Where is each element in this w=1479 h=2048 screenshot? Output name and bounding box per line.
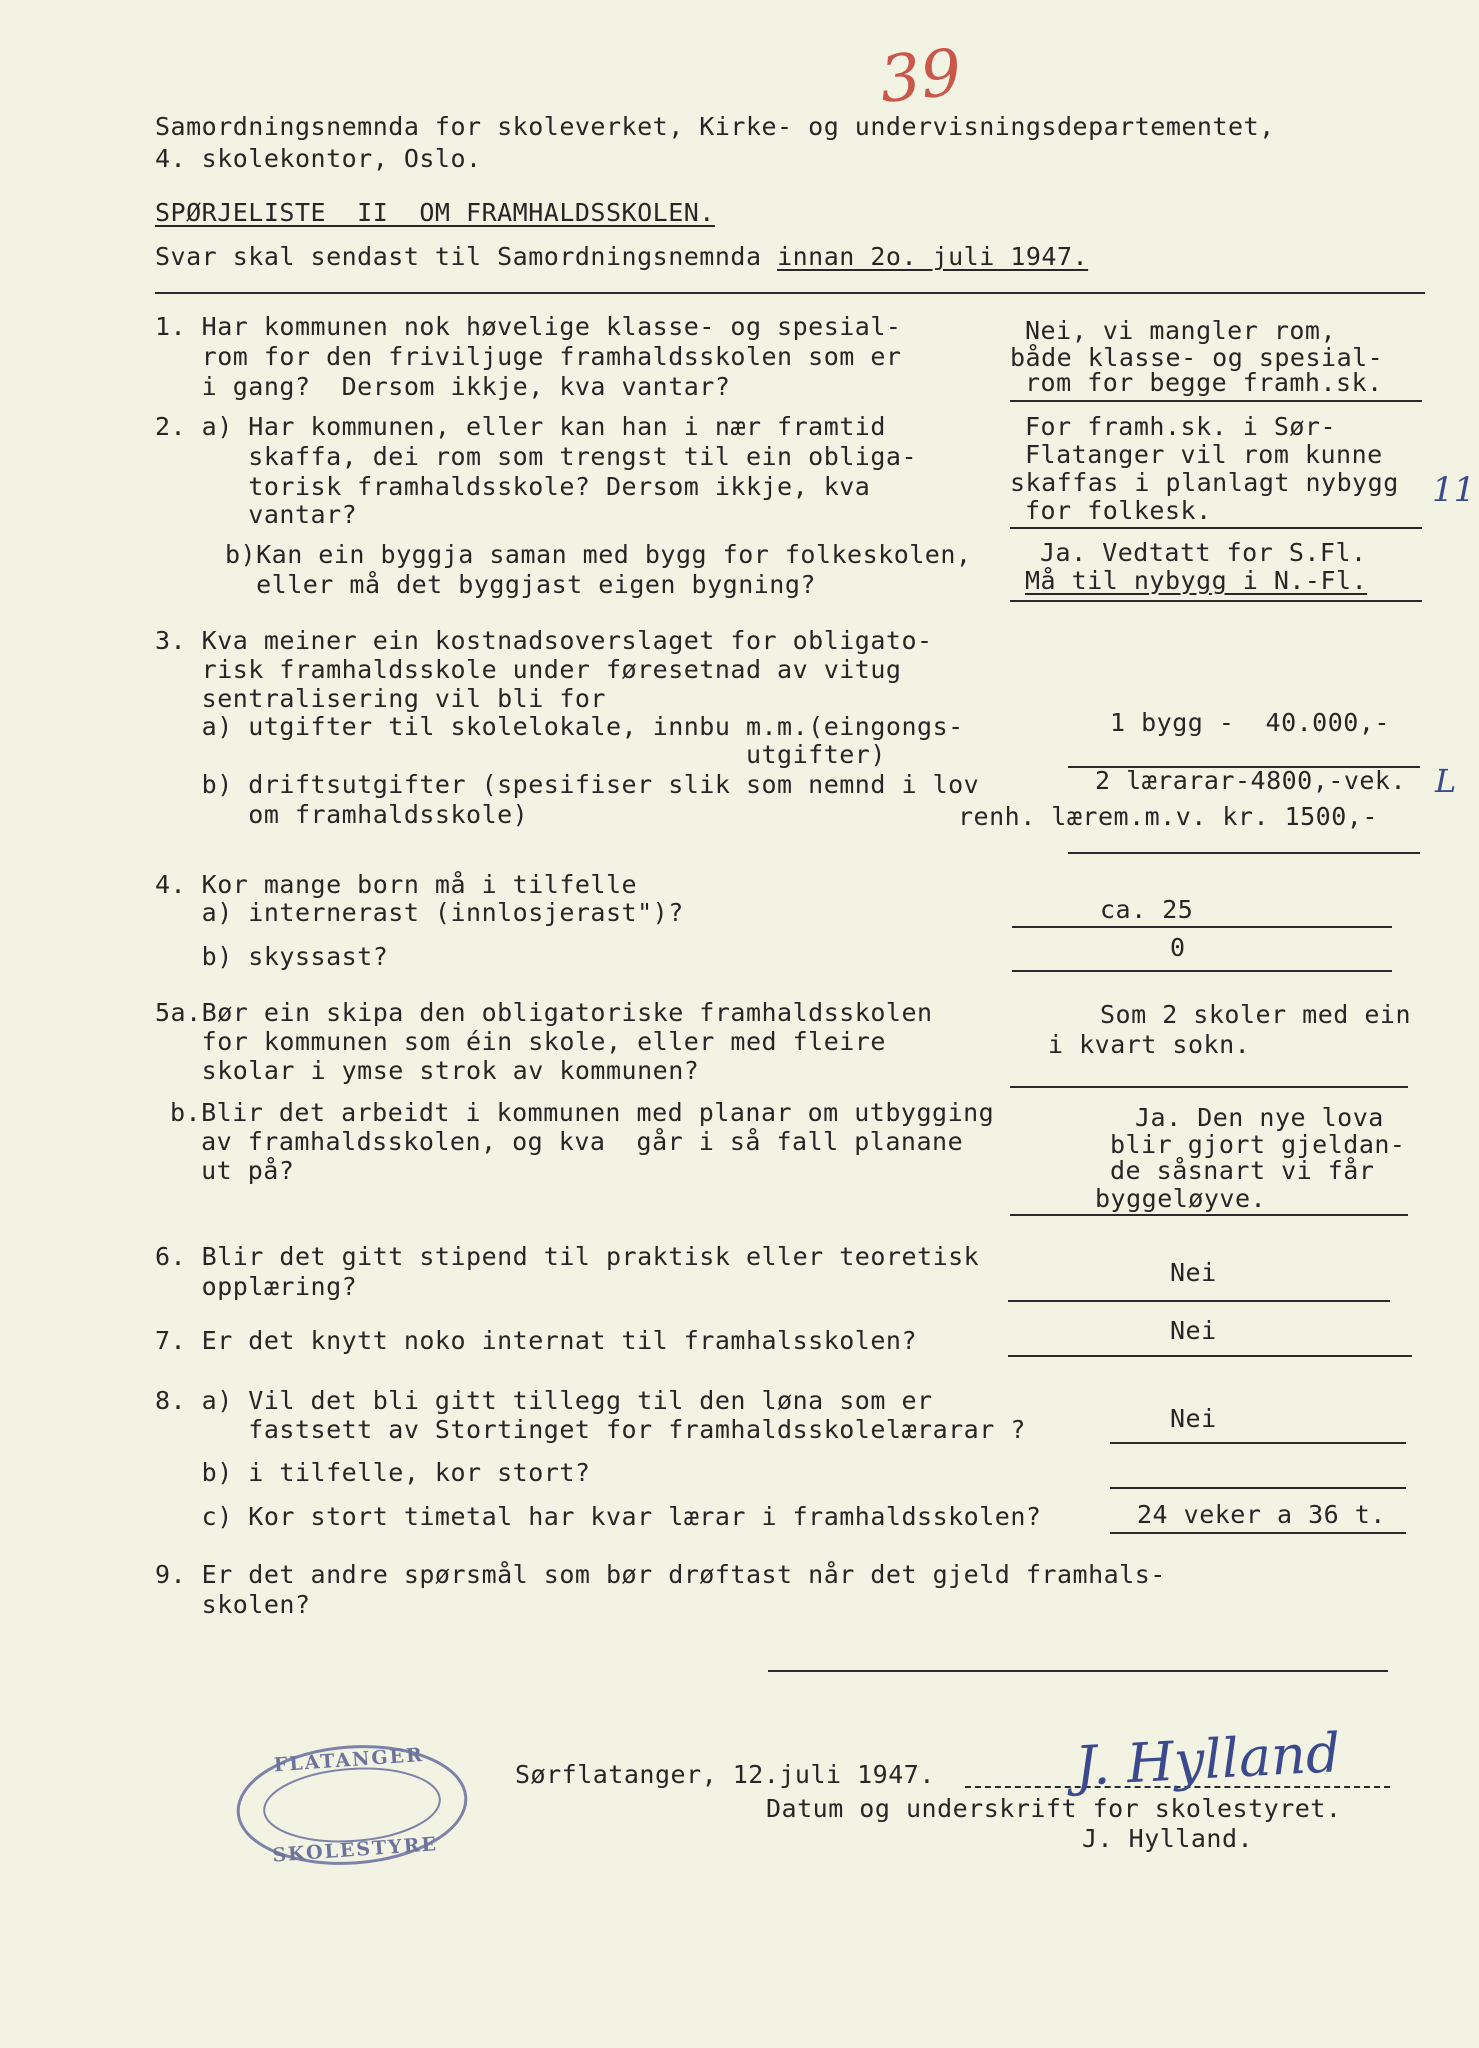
a2b-line-1: Ja. Vedtatt for S.Fl. (1040, 538, 1367, 567)
q3-line-7: om framhaldsskole) (155, 800, 529, 829)
q8-line-4: c) Kor stort timetal har kvar lærar i framhaldsskolen? (155, 1502, 1042, 1531)
a5a-rule (1010, 1086, 1408, 1088)
q5a-line-1: 5a.Bør ein skipa den obligatoriske framhaldsskolen (155, 998, 933, 1027)
a5b-line-2: blir gjort gjeldan- (1110, 1130, 1406, 1159)
q8-line-1: 8. a) Vil det bli gitt tillegg til den løna som er (155, 1386, 933, 1415)
q8-line-2: fastsett av Stortinget for framhaldsskolelærarar ? (155, 1415, 1026, 1444)
a6-answer: Nei (1170, 1258, 1217, 1287)
header-line-1: Samordningsnemnda for skoleverket, Kirke- og undervisningsdepartementet, (155, 112, 1275, 141)
page-number: 39 (876, 35, 966, 119)
a1-rule (1010, 400, 1422, 402)
q5b-line-3: ut på? (170, 1156, 295, 1185)
a2a-line-4: for folkesk. (1025, 496, 1212, 525)
header-divider (155, 292, 1425, 294)
a2a-line-3: skaffas i planlagt nybygg (1010, 468, 1399, 497)
a5a-line-2: i kvart sokn. (1048, 1030, 1251, 1059)
margin-mark-1: 11 (1432, 470, 1476, 510)
q2b-line-2: eller må det byggjast eigen bygning? (225, 570, 816, 599)
a6-rule (1008, 1300, 1390, 1302)
a7-rule (1008, 1355, 1412, 1357)
signature-place-date: Sørflatanger, 12.juli 1947. (515, 1760, 935, 1789)
q5a-line-2: for kommunen som éin skole, eller med fleire (155, 1027, 886, 1056)
q3-line-2: risk framhaldsskole under føresetnad av vitug (155, 655, 902, 684)
a7-answer: Nei (1170, 1316, 1217, 1345)
a2b-line-2: Må til nybygg i N.-Fl. (1025, 566, 1368, 595)
a8c-rule (1110, 1532, 1406, 1534)
signature-caption: Datum og underskrift for skolestyret. (766, 1794, 1342, 1823)
q4-line-2: a) internerast (innlosjerast")? (155, 898, 684, 927)
a5b-line-1: Ja. Den nye lova (1135, 1103, 1384, 1132)
a1-line-2: både klasse- og spesial- (1010, 343, 1384, 372)
q1-line-2: rom for den friviljuge framhaldsskolen som er (155, 342, 902, 371)
a8a-rule (1110, 1442, 1406, 1444)
a2a-line-1: For framh.sk. i Sør- (1025, 412, 1337, 441)
a2a-rule (1010, 527, 1422, 529)
q3-line-6: b) driftsutgifter (spesifiser slik som nemnd i lov (155, 770, 980, 799)
q2b-line-1: b)Kan ein byggja saman med bygg for folkeskolen, (225, 540, 972, 569)
deadline-prefix: Svar skal sendast til Samordningsnemnda (155, 242, 778, 271)
signature-name: J. Hylland. (1082, 1824, 1254, 1853)
stamp-top-text: FLATANGER (273, 1743, 425, 1777)
q2a-line-3: torisk framhaldsskole? Dersom ikkje, kva (155, 472, 871, 501)
q1-line-3: i gang? Dersom ikkje, kva vantar? (155, 372, 731, 401)
q3-line-3: sentralisering vil bli for (155, 684, 606, 713)
a3b-line-1: 2 lærarar-4800,-vek. (1095, 766, 1407, 795)
a4b-rule (1012, 970, 1392, 972)
a4a-answer: ca. 25 (1100, 895, 1194, 924)
a3a-answer: 1 bygg - 40.000,- (1110, 708, 1390, 737)
a9-rule (768, 1670, 1388, 1672)
a1-line-3: rom for begge framh.sk. (1025, 368, 1383, 397)
q3-line-1: 3. Kva meiner ein kostnadsoverslaget for obligato- (155, 626, 933, 655)
q3-line-4: a) utgifter til skolelokale, innbu m.m.(eingongs- (155, 712, 964, 741)
q5b-line-1: b.Blir det arbeidt i kommunen med planar om utbygging (170, 1098, 995, 1127)
a4b-answer: 0 (1170, 933, 1186, 962)
q2a-line-1: 2. a) Har kommunen, eller kan han i nær framtid (155, 412, 886, 441)
a3b-line-2: renh. lærem.m.v. kr. 1500,- (958, 802, 1378, 831)
q4-line-1: 4. Kor mange born må i tilfelle (155, 870, 638, 899)
school-board-stamp (228, 1732, 476, 1878)
margin-mark-2: L (1435, 762, 1457, 800)
stamp-bottom-text: SKOLESTYRE (271, 1833, 439, 1867)
a5a-line-1: Som 2 skoler med ein (1100, 1000, 1412, 1029)
q9-line-2: skolen? (155, 1590, 311, 1619)
a8b-rule (1110, 1487, 1406, 1489)
q9-line-1: 9. Er det andre spørsmål som bør drøftast når det gjeld framhals- (155, 1560, 1166, 1589)
handwritten-signature: J. Hylland (1073, 1721, 1342, 1798)
q3-line-5: utgifter) (155, 740, 886, 769)
q1-line-1: 1. Har kommunen nok høvelige klasse- og spesial- (155, 312, 902, 341)
a5b-line-3: de såsnart vi får (1110, 1156, 1375, 1185)
deadline-date: innan 2o. juli 1947. (777, 242, 1089, 271)
q5a-line-3: skolar i ymse strok av kommunen? (155, 1056, 700, 1085)
a8a-answer: Nei (1170, 1404, 1217, 1433)
a1-line-1: Nei, vi mangler rom, (1025, 316, 1337, 345)
header-line-2: 4. skolekontor, Oslo. (155, 144, 482, 173)
a2b-rule (1010, 600, 1422, 602)
a3b-rule (1068, 852, 1420, 854)
q4-line-3: b) skyssast? (155, 942, 389, 971)
a4a-rule (1012, 926, 1392, 928)
q2a-line-2: skaffa, dei rom som trengst til ein obliga- (155, 442, 918, 471)
form-title: SPØRJELISTE II OM FRAMHALDSSKOLEN. (155, 198, 715, 227)
q2a-line-4: vantar? (155, 500, 358, 529)
q5b-line-2: av framhaldsskolen, og kva går i så fall planane (170, 1127, 964, 1156)
q6-line-1: 6. Blir det gitt stipend til praktisk eller teoretisk (155, 1242, 980, 1271)
a5b-rule (1010, 1214, 1408, 1216)
a2a-line-2: Flatanger vil rom kunne (1025, 440, 1383, 469)
q8-line-3: b) i tilfelle, kor stort? (155, 1458, 591, 1487)
q6-line-2: opplæring? (155, 1272, 358, 1301)
a5b-line-4: byggeløyve. (1095, 1184, 1267, 1213)
a8c-answer: 24 veker a 36 t. (1137, 1500, 1386, 1529)
deadline-line (155, 242, 1088, 272)
q7-line-1: 7. Er det knytt noko internat til framhalsskolen? (155, 1326, 918, 1355)
